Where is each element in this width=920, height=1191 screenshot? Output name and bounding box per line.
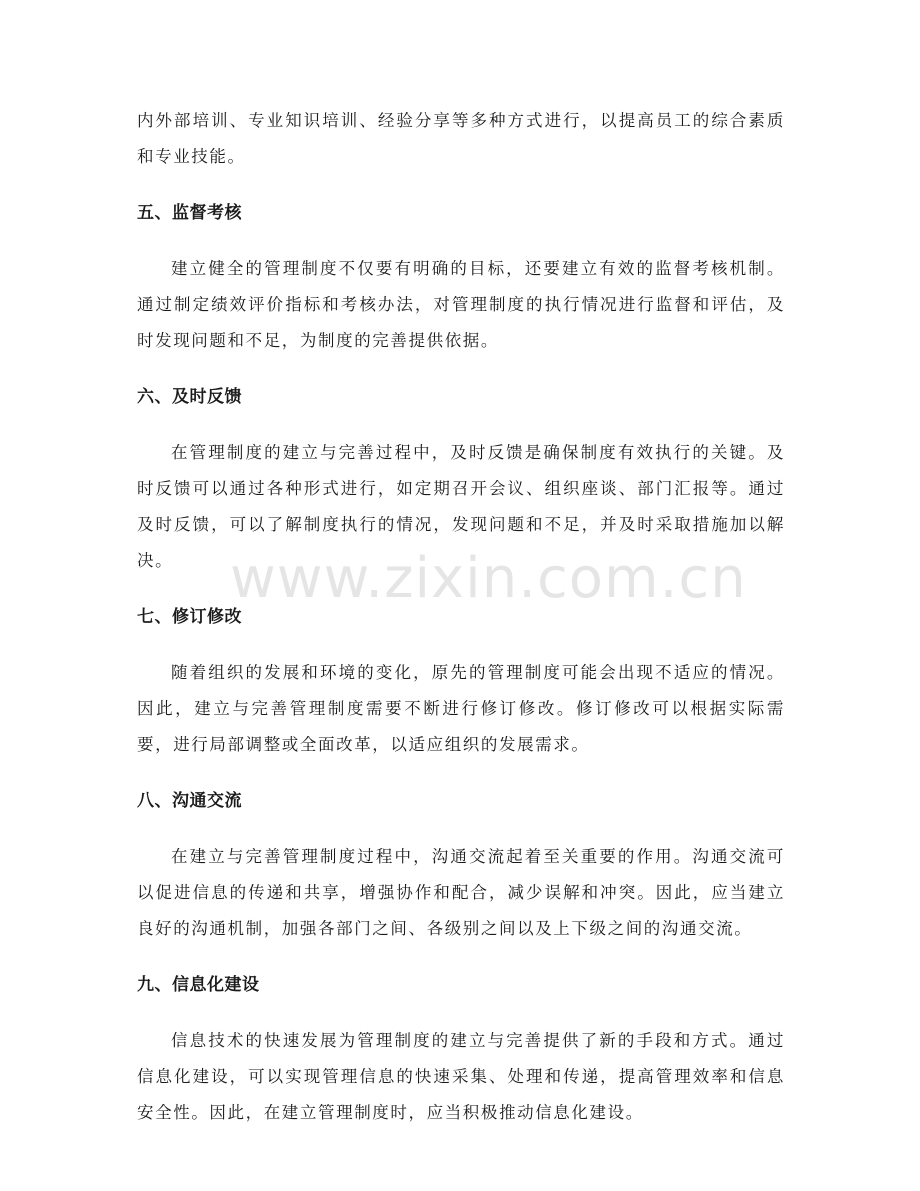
watermark: www.zixin.com.cn: [230, 546, 747, 611]
section-body-6: 在管理制度的建立与完善过程中，及时反馈是确保制度有效执行的关键。及时反馈可以通过各种形式进行，如定期召开会议、组织座谈、部门汇报等。通过及时反馈，可以了解制度执行的情况，发现问题和不足，并及时采取措施加以解决。: [137, 443, 785, 570]
section-heading-7: 七、修订修改: [137, 607, 242, 627]
section-body-9: 信息技术的快速发展为管理制度的建立与完善提供了新的手段和方式。通过信息化建设，可以实现管理信息的快速采集、处理和传递，提高管理效率和信息安全性。因此，在建立管理制度时，应当积极推动信息化建设。: [137, 1031, 785, 1122]
document-page: [137, 103, 785, 1131]
continuation-paragraph: 内外部培训、专业知识培训、经验分享等多种方式进行，以提高员工的综合素质和专业技能。: [137, 111, 785, 166]
section-heading-9: 九、信息化建设: [137, 975, 260, 995]
section-heading-8: 八、沟通交流: [137, 791, 242, 811]
section-heading-6: 六、及时反馈: [137, 387, 242, 407]
section-body-7: 随着组织的发展和环境的变化，原先的管理制度可能会出现不适应的情况。因此，建立与完善管理制度需要不断进行修订修改。修订修改可以根据实际需要，进行局部调整或全面改革，以适应组织的发展需求。: [137, 663, 785, 754]
section-heading-5: 五、监督考核: [137, 203, 242, 223]
section-body-8: 在建立与完善管理制度过程中，沟通交流起着至关重要的作用。沟通交流可以促进信息的传递和共享，增强协作和配合，减少误解和冲突。因此，应当建立良好的沟通机制，加强各部门之间、各级别之间以及上下级之间的沟通交流。: [137, 847, 785, 938]
section-body-5: 建立健全的管理制度不仅要有明确的目标，还要建立有效的监督考核机制。通过制定绩效评价指标和考核办法，对管理制度的执行情况进行监督和评估，及时发现问题和不足，为制度的完善提供依据。: [137, 259, 785, 350]
